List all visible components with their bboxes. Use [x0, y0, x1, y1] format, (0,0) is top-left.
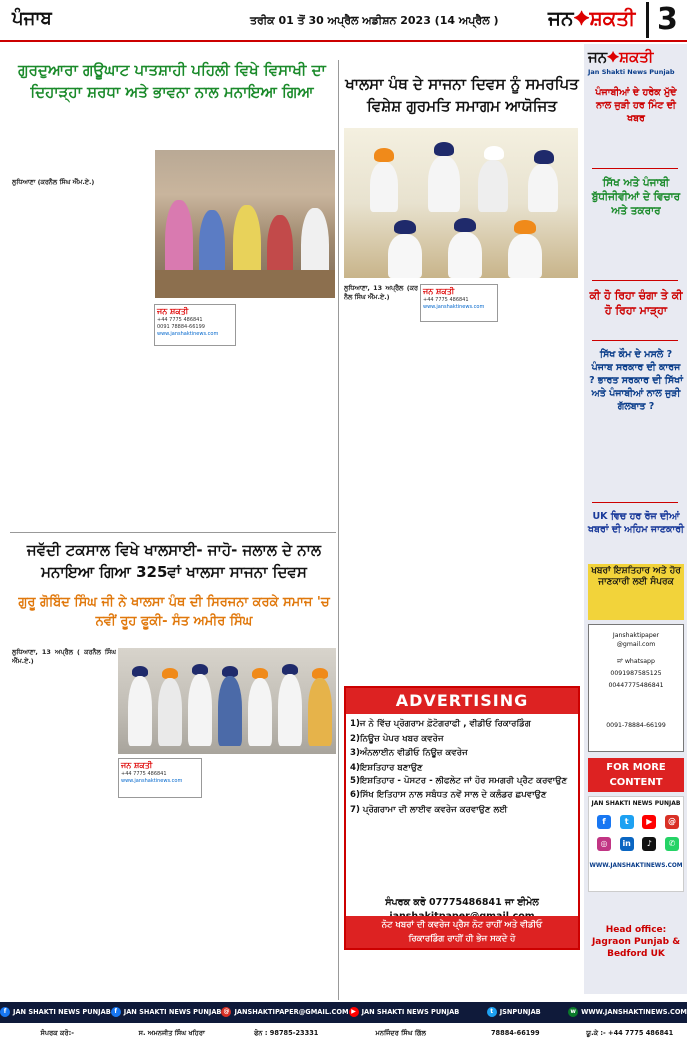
footer-link-facebook-2[interactable] [111, 1007, 222, 1017]
masthead-logo: ਜਨ✦ਸ਼ਕਤੀ [548, 6, 636, 30]
page-header [0, 0, 687, 42]
footer-contact-bar [0, 1022, 687, 1043]
social-icons-row-1 [597, 815, 679, 829]
contact-email-1[interactable]: Janshaktipaper [612, 632, 660, 639]
article2-headline[interactable]: ਖਾਲਸਾ ਪੰਥ ਦੇ ਸਾਜਨਾ ਦਿਵਸ ਨੂੰ ਸਮਰਪਿਤ ਵਿਸ਼ੇਸ਼ ਗੁਰਮਤਿ ਸਮਾਗਮ ਆਯੋਜਿਤ [345, 75, 579, 115]
twitter-icon[interactable]: t [620, 815, 634, 829]
facebook-icon[interactable]: f [597, 815, 611, 829]
youtube-icon[interactable]: ▶ [642, 815, 656, 829]
mini-ad2-brand: ਜਨ ਸ਼ਕਤੀ [423, 287, 455, 296]
footer-link-label: JAN SHAKTI NEWS PUNJAB [13, 1008, 111, 1016]
advertising-note-line2: ਰਿਕਾਰਡਿੰਗ ਰਾਹੀਂ ਹੀ ਭੇਜ ਸਕਦੇ ਹੋ [408, 934, 516, 944]
mini-ad3-phone1: +44 7775 486841 [121, 771, 167, 777]
article3-body-col2 [12, 826, 216, 998]
mini-ad-brand: ਜਨ ਸ਼ਕਤੀ [157, 307, 189, 316]
sidebar-sep-1 [592, 168, 678, 169]
article2-body-col3 [502, 284, 580, 676]
article3-byline: ਲੁਧਿਆਣਾ, 13 ਅਪ੍ਰੈਲ ( ਕਰਨੈਲ ਸਿੰਘ ਐੱਮ.ਏ.) [12, 648, 116, 666]
logo-part-left: ਜਨ [548, 6, 574, 30]
whatsapp-icon[interactable]: ✆ [665, 837, 679, 851]
linkedin-icon[interactable]: in [620, 837, 634, 851]
social-block [588, 796, 684, 892]
youtube-icon: ▶ [349, 1007, 359, 1017]
article2-body-col1 [344, 284, 418, 384]
divider-col-main [338, 60, 339, 1000]
footer-contact-label: ਸੰਪਰਕ ਕਰੋ:- [40, 1028, 74, 1037]
article3-mini-ad [118, 758, 202, 798]
sidebar-block-1: ਪੰਜਾਬੀਆਂ ਦੇ ਹਰੇਕ ਮੁੱਦੇ ਨਾਲ ਜੁੜੀ ਹਰ ਮਿੰਟ ਦੀ ਖਬਰ [595, 87, 677, 124]
footer-social-bar [0, 1002, 687, 1022]
article2-photo [344, 128, 578, 278]
sidebar-logo-left: ਜਨ [588, 48, 608, 66]
sidebar-block-4: ਸਿੱਖ ਕੌਮ ਦੇ ਮਸਲੇ ? ਪੰਜਾਬ ਸਰਕਾਰ ਦੀ ਕਾਰਜ ? ਭਾਰਤ ਸਰਕਾਰ ਦੀ ਸਿੱਖਾਂ ਅਤੇ ਪੰਜਾਬੀਆਂ ਨਾਲ ਜੁੜੀ ਗੱਲਬਾਤ ? [589, 349, 683, 412]
footer-contact-phone-2[interactable]: 78884-66199 [490, 1029, 540, 1037]
page-number: 3 [646, 2, 678, 38]
head-office: Head office: Jagraon Punjab & Bedford UK [591, 925, 681, 959]
adv-item: 6)ਸਿੱਖ ਇਤਿਹਾਸ ਨਾਲ ਸਬੰਧਤ ਨਵੇਂ ਸਾਲ ਦੇ ਕਲੰਡਰ ਛਪਵਾਉਣ [350, 790, 547, 801]
adv-item: 5)ਇਸ਼ਤਿਹਾਰ - ਪੋਸਟਰ - ਲੀਫਲੇਟ ਜਾਂ ਹੋਰ ਸਮਗਰੀ ਪ੍ਰੈਟ ਕਰਵਾਉਣ [350, 776, 568, 787]
footer-link-twitter[interactable] [459, 1007, 568, 1017]
footer-link-website[interactable] [568, 1007, 687, 1017]
sidebar-contact-box [588, 624, 684, 752]
twitter-icon: t [487, 1007, 497, 1017]
article2-body-col2 [344, 384, 498, 676]
adv-item: 4)ਇਸ਼ਤਿਹਾਰ ਬਣਾਉਣ [350, 762, 423, 773]
mini-ad-web: www.janshaktinews.com [157, 331, 219, 337]
mini-ad3-brand: ਜਨ ਸ਼ਕਤੀ [121, 761, 153, 770]
contact-phone[interactable]: 0091-78884-66199 [606, 722, 666, 729]
social-block-title: JAN SHAKTI NEWS PUNJAB [591, 800, 681, 807]
sidebar-sep-3 [592, 340, 678, 341]
footer-contact-uk[interactable]: ਯੂ.ਕੇ :- +44 7775 486841 [586, 1028, 674, 1037]
email-icon[interactable]: @ [665, 815, 679, 829]
footer-link-label: JANSHAKTIPAPER@GMAIL.COM [234, 1008, 349, 1016]
article1-photo [155, 150, 335, 298]
article3-body-col1 [12, 648, 116, 824]
footer-link-email[interactable] [221, 1007, 348, 1017]
tiktok-icon[interactable]: ♪ [642, 837, 656, 851]
sidebar-logo: ਜਨ✦ਸ਼ਕਤੀ [588, 48, 654, 66]
article1-body-col1 [12, 178, 152, 298]
article1-body-col3 [240, 306, 332, 350]
sidebar-sep-2 [592, 280, 678, 281]
email-icon: @ [223, 1008, 230, 1015]
article3-body-col3 [206, 758, 336, 998]
more-content-button[interactable]: FOR MORE CONTENT [588, 758, 684, 792]
right-sidebar [584, 44, 687, 994]
contact-email-2[interactable]: @gmail.com [616, 641, 656, 648]
sidebar-sep-4 [592, 502, 678, 503]
mini-ad-phone1: +44 7775 486841 [157, 317, 203, 323]
footer-link-label: JSNPUNJAB [499, 1008, 541, 1016]
sidebar-subtitle: Jan Shakti News Punjab [588, 68, 675, 76]
facebook-icon: f [111, 1007, 121, 1017]
article2-byline: ਲੁਧਿਆਣਾ, 13 ਅਪ੍ਰੈਲ (ਕਰਨੈਲ ਸਿੰਘ ਐੱਮ.ਏ.) [344, 284, 418, 302]
advertising-box [344, 686, 580, 950]
contact-whatsapp-label: ਜਾਂ whatsapp [617, 658, 655, 665]
mini-ad3-web: www.janshaktinews.com [121, 778, 183, 784]
social-site-url[interactable]: WWW.JANSHAKTINEWS.COM [589, 863, 683, 869]
article2-mini-ad [420, 284, 498, 322]
edition-date: ਤਰੀਕ 01 ਤੋਂ 30 ਅਪ੍ਰੈਲ ਅਡੀਸ਼ਨ 2023 (14 ਅਪ੍ਰੈਲ ) [250, 14, 499, 27]
globe-icon: w [568, 1007, 578, 1017]
article3-headline[interactable]: ਜਵੱਦੀ ਟਕਸਾਲ ਵਿਖੇ ਖਾਲਸਾਈ- ਜਾਹੋ- ਜਲਾਲ ਦੇ ਨਾਲ ਮਨਾਇਆ ਗਿਆ 325ਵਾਂ ਖਾਲਸਾ ਸਾਜਨਾ ਦਿਵਸ [26, 541, 322, 581]
footer-contact-name-1: ਸ. ਅਮਨਜੀਤ ਸਿੰਘ ਖਹਿਰਾ [138, 1028, 205, 1037]
social-icons-row-2 [597, 837, 679, 851]
adv-item: 1)ਜ ਨੇ ਵਿੱਚ ਪ੍ਰੋਗਰਾਮ ਫ਼ੋਟੋਗਰਾਫੀ , ਵੀਡੀਓ ਰਿਕਾਰਡਿੰਗ [350, 719, 531, 729]
article3-subheadline: ਗੁਰੂ ਗੋਬਿੰਦ ਸਿੰਘ ਜੀ ਨੇ ਖਾਲਸਾ ਪੰਥ ਦੀ ਸਿਰਜਨਾ ਕਰਕੇ ਸਮਾਜ 'ਚ ਨਵੀਂ ਰੂਹ ਫੂਕੀ- ਸੰਤ ਅਮੀਰ ਸਿੰਘ [18, 595, 330, 629]
divider-a1 [10, 532, 336, 533]
adv-item: 2)ਨਿਊਜ਼ ਪੇਪਰ ਖਬਰ ਕਵਰੇਜ [350, 733, 444, 744]
article1-byline: ਲੁਧਿਆਣਾ (ਕਰਨੈਲ ਸਿੰਘ ਐੱਮ.ਏ.) [12, 178, 95, 186]
article1-mini-ad [154, 304, 236, 346]
footer-link-label: WWW.JANSHAKTINEWS.COM [581, 1008, 687, 1016]
contact-whatsapp-1[interactable]: 0091987585125 [610, 670, 662, 677]
footer-link-label: JAN SHAKTI NEWS PUNJAB [361, 1008, 460, 1016]
advertising-contact-phone[interactable]: ਸੰਪਰਕ ਕਰੋ 07775486841 ਜਾ ਈਮੇਲ [385, 897, 539, 908]
sidebar-block-5: UK ਵਿਚ ਹਰ ਰੋਜ ਦੀਆਂ ਖਬਰਾਂ ਦੀ ਅਹਿਮ ਜਾਣਕਾਰੀ [588, 511, 684, 535]
mini-ad-phone2: 0091 78884-66199 [157, 324, 205, 330]
advertising-note [346, 916, 578, 948]
sidebar-block-3: ਕੀ ਹੋ ਰਿਹਾ ਚੰਗਾ ਤੇ ਕੀ ਹੋ ਰਿਹਾ ਮਾੜ੍ਹਾ [589, 289, 683, 317]
adv-item: 7) ਪ੍ਰੋਗਰਾਮਾ ਦੀ ਲਾਈਵ ਕਵਰੇਜ ਕਰਵਾਉਣ ਲਈ [350, 805, 508, 816]
footer-link-label: JAN SHAKTI NEWS PUNJAB [123, 1008, 222, 1016]
page-footer [0, 1002, 687, 1043]
contact-whatsapp-2[interactable]: 00447775486841 [608, 682, 664, 689]
article3-photo [118, 648, 336, 754]
footer-link-youtube[interactable] [349, 1007, 460, 1017]
footer-contact-phone-1[interactable]: ਫੋਨ : 98785-23331 [254, 1028, 319, 1037]
sidebar-logo-right: ਸ਼ਕਤੀ [619, 48, 654, 66]
sidebar-block-2: ਸਿੱਖ ਅਤੇ ਪੰਜਾਬੀ ਬੁੱਧੀਜੀਵੀਆਂ ਦੇ ਵਿਚਾਰ ਅਤੇ ਤਕਰਾਰ [591, 177, 681, 217]
instagram-icon[interactable]: ◎ [597, 837, 611, 851]
facebook-icon: f [0, 1007, 10, 1017]
mini-ad2-web: www.janshaktinews.com [423, 304, 485, 310]
advertising-note-line1: ਨੋਟ ਖਬਰਾਂ ਦੀ ਕਵਰੇਜ ਪ੍ਰੈਸ ਨੋਟ ਰਾਹੀਂ ਅਤੇ ਵੀਡੀਓ [381, 920, 543, 930]
sidebar-block-6: ਖਬਰਾਂ ਇਸ਼ਤਿਹਾਰ ਅਤੇ ਹੋਰ ਜਾਣਕਾਰੀ ਲਈ ਸੰਪਰਕ [588, 564, 684, 620]
advertising-title: ADVERTISING [346, 688, 578, 714]
article1-headline[interactable]: ਗੁਰਦੁਆਰਾ ਗਊਘਾਟ ਪਾਤਸ਼ਾਹੀ ਪਹਿਲੀ ਵਿਖੇ ਵਿਸਾਖੀ ਦਾ ਦਿਹਾੜ੍ਹਾ ਸ਼ਰਧਾ ਅਤੇ ਭਾਵਨਾ ਨਾਲ ਮਨਾਇਆ ਗਿਆ [18, 61, 326, 101]
adv-item: 3)ਅੰਨਲਾਈਨ ਵੀਡੀਓ ਨਿਊਜ਼ ਕਵਰੇਜ [350, 748, 468, 759]
article1-body-col2 [12, 300, 152, 510]
mini-ad2-phone1: +44 7775 486841 [423, 297, 469, 303]
footer-contact-name-2: ਮਨਜਿੰਦਰ ਸਿੰਘ ਗਿੱਲ [375, 1028, 427, 1037]
advertising-list [346, 714, 578, 818]
logo-part-right: ਸ਼ਕਤੀ [589, 6, 636, 30]
article1-body-col4 [154, 352, 332, 528]
footer-link-facebook[interactable] [0, 1007, 111, 1017]
section-title: ਪੰਜਾਬ [12, 8, 52, 29]
